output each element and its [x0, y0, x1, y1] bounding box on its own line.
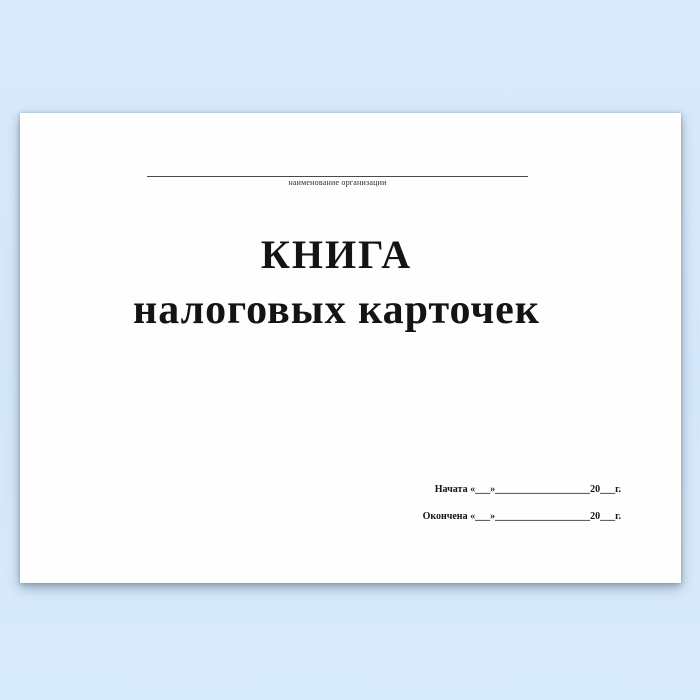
- finished-date-line: Окончена «___»___________________20___г.: [422, 511, 621, 522]
- document-title: [6, 231, 667, 335]
- organization-name-caption: наименование организации: [288, 178, 387, 187]
- date-fields: [423, 483, 621, 523]
- document-cover-page: [20, 113, 681, 583]
- organization-name-blank-line: [147, 176, 528, 177]
- organization-name-field: [147, 176, 528, 188]
- title-line-2: налоговых карточек: [133, 287, 540, 333]
- title-line-1: КНИГА: [260, 232, 413, 277]
- started-date-line: Начата «___»___________________20___г.: [434, 484, 621, 495]
